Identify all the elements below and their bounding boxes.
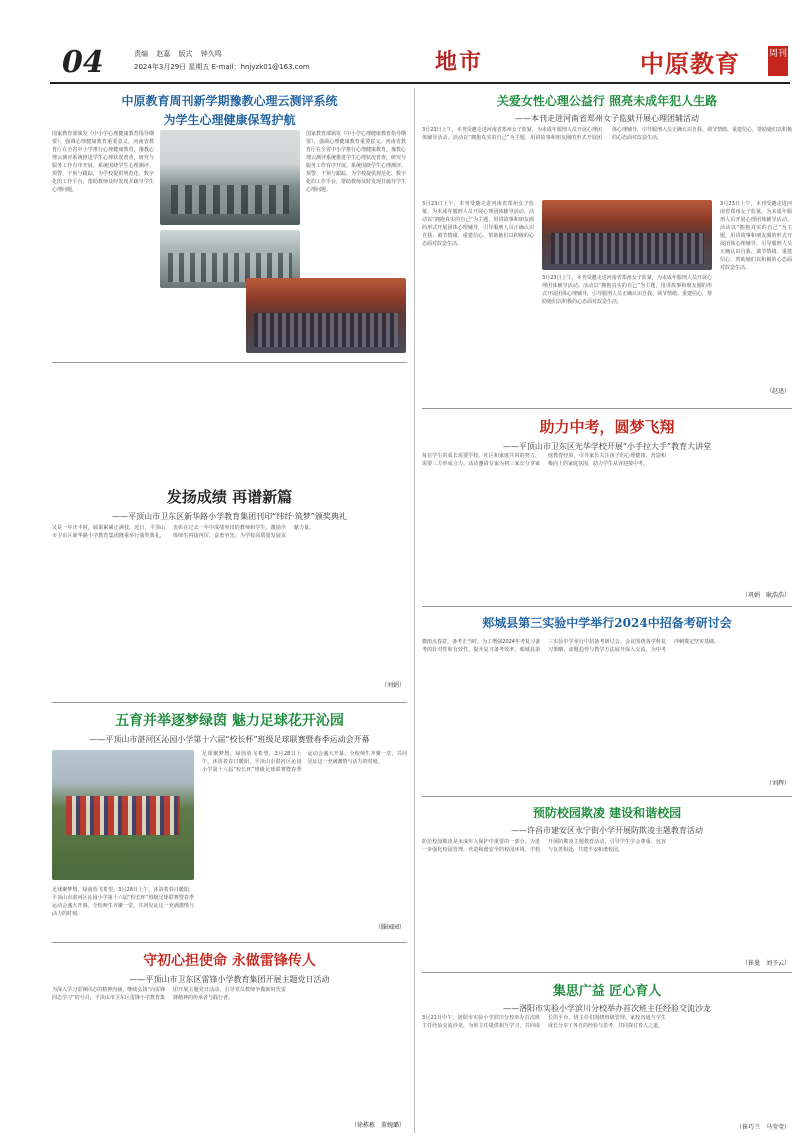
- article-body: 3月23日上午，本刊受邀走进河南省郑州女子监狱，为未成年服刑人员开展心理团体辅导活动。活动以“拥抱真实的自己”为主题，用讲故事和朋友圈的形式开展团体心理辅导，引导服刑人员正确认识自我、调节情绪、重建信心，帮助她们以积极的心态面对改造生活。: [542, 275, 713, 305]
- article-separator: [52, 702, 407, 703]
- article-body: 微雨点春意，备考正当时。为了增强2024年考复习备考的针对性和有效性，提升复习备考效率，郏城县第三实验中学举行中招备考研讨会。会议围绕各学科复习策略、命题趋势与教学方法展开深入交流，为中考冲刺奠定坚实基础。: [422, 639, 720, 653]
- article-byline: （刘辉）: [765, 780, 790, 787]
- page-number: 04: [62, 45, 104, 80]
- masthead-rule: [50, 82, 790, 84]
- paper-name: 中原教育: [640, 49, 740, 78]
- article-headline: 为学生心理健康保驾护航: [163, 113, 296, 127]
- article-headline: 关爱女性心理公益行 照亮未成年犯人生路: [496, 94, 718, 108]
- article-separator: [422, 408, 792, 409]
- masthead: [50, 40, 790, 82]
- article-headline: 守初心担使命 永做雷锋传人: [143, 953, 316, 969]
- article-award-ceremony: [52, 484, 407, 694]
- article-headline: 集思广益 匠心育人: [552, 984, 662, 999]
- article-separator: [52, 362, 407, 363]
- article-separator: [422, 972, 792, 973]
- article-body: 每位学生的成长需要学校、社区和家庭共同的努力，需要三方形成合力。活动邀请专家为初三家长分享家庭教育经验，引导家长关注孩子的心理健康，营造积极向上的家庭氛围，助力学生从容迎接中考。: [422, 453, 666, 467]
- article-body: 3月23日上午，本刊受邀走进河南省郑州女子监狱，为未成年服刑人员开展心理团体辅导活动。活动以“拥抱真实的自己”为主题，用讲故事和朋友圈的形式开展团体心理辅导，引导服刑人员正确认识自我、调节情绪、重建信心，帮助她们以积极的心态面对改造生活。: [422, 127, 792, 141]
- article-body: 3月21日中午，洛阳市实验小学滨川分校举办首次班主任经验交流沙龙，为班主任提供相互学习、共同成长的平台。班主任们围绕班级管理、家校沟通与学生成长分享了各自的经验与思考，共同探讨育人之道。: [422, 1015, 666, 1029]
- article-headline: 助力中考，圆梦飞翔: [539, 418, 675, 436]
- counseling-photo: [542, 200, 712, 270]
- article-headline: 中原教育周刊新学期豫教心理云测评系统: [121, 94, 338, 108]
- article-byline: （刘娟）: [380, 682, 405, 689]
- article-subheadline: ——平顶山市卫东区新华路小学教育集团刊印“纬纤·筑梦”颁奖典礼: [112, 512, 347, 521]
- article-body: 足球聚梦想，绿茵放飞希望。3月28日上午，沐浴着春日暖阳，平顶山市湛河区沁园小学第十六届“校长杯”班级足球联赛暨春季运动会盛大开幕。全校师生齐聚一堂，共同见证这一充满激情与活力的时刻。: [52, 887, 194, 917]
- article-body: 国家教育部颁发《中小学心理健康教育指导纲要》，强调心理健康教育重要意义。河南省教育厅在全省中小学推行心理健康教育，豫教心理云测评系统推进学生心理状况普查，研究与服务工作有序开展。系统围绕学生心理测评、预警、干预与跟踪，为学校提供规范化、数字化的工作平台，帮助教师及时发现并疏导学生心理问题。: [52, 131, 154, 193]
- article-body: 防范校园欺凌是未成年人保护中重要的一部分。为进一步强化校园管理，营造和谐安全的校园环境，学校开展防欺凌主题教育活动，引导学生学会尊重、包容与友善相处，共建平安和谐校园。: [422, 839, 666, 853]
- article-body: 国家教育部颁发《中小学心理健康教育指导纲要》，强调心理健康教育重要意义。河南省教育厅在全省中小学推行心理健康教育，豫教心理云测评系统推进学生心理状况普查，研究与服务工作有序开展。系统围绕学生心理测评、预警、干预与跟踪，为学校提供规范化、数字化的工作平台，帮助教师及时发现并疏导学生心理问题。: [306, 131, 407, 193]
- date-line: 2024年3月29日 星期五 E-mail：hnjyzk01@163.com: [134, 63, 310, 71]
- article-separator: [422, 796, 792, 797]
- article-headline: 郏城县第三实验中学举行2024中招备考研讨会: [482, 616, 732, 630]
- article-subheadline: ——平顶山市卫东区雷锋小学教育集团开展主题党日活动: [129, 975, 330, 984]
- article-headline: 预防校园欺凌 建设和谐校园: [532, 806, 682, 820]
- meta-label: 责编: [134, 50, 148, 58]
- meta-label: 版式: [178, 50, 193, 58]
- article-separator: [422, 606, 792, 607]
- article-headline: 发扬成绩 再谱新篇: [166, 488, 293, 506]
- article-prison-counseling: [422, 88, 792, 398]
- article-exam-lecture: [422, 412, 792, 602]
- classroom-photo: [160, 130, 300, 225]
- article-body: 为深入学习雷锋同志的精神内涵，继续弘扬“向雷锋同志学习”的号召，平顶山市卫东区雷锋小学教育集团开展主题党日活动，引导党员教师争做新时代雷锋精神的传承者与践行者。: [52, 987, 286, 1001]
- football-photo: [52, 750, 194, 880]
- article-subheadline: ——许昌市建安区永宁街小学开展防欺凌主题教育活动: [511, 826, 703, 835]
- article-byline: （徐栋栋 董婉璐）: [350, 1122, 405, 1129]
- column-divider: [414, 88, 415, 1133]
- article-body: 足球聚梦想，绿茵放飞希望。3月28日上午，沐浴着春日暖阳，平顶山市湛河区沁园小学第十六届“校长杯”班级足球联赛暨春季运动会盛大开幕。全校师生齐聚一堂，共同见证这一充满激情与活力的时刻。: [202, 751, 407, 773]
- article-exam-seminar: [422, 610, 792, 790]
- article-football-league: [52, 706, 407, 936]
- article-subheadline: ——平顶山市卫东区光华学校开展“小手拉大手”教育大讲堂: [502, 442, 712, 451]
- meta-value: 赵嘉: [156, 50, 171, 58]
- article-subheadline: ——本刊走进河南省郑州女子监狱开展心理团辅活动: [515, 114, 699, 123]
- article-subheadline: ——平顶山市湛河区沁园小学第十六届“校长杯”班级足球联赛暨春季运动会开幕: [89, 735, 370, 744]
- article-subheadline: ——洛阳市实验小学滨川分校举办首次班主任经验交流沙龙: [503, 1004, 711, 1013]
- meta-value: 钟久鸣: [200, 50, 222, 58]
- article-body: 3月23日上午，本刊受邀走进河南省郑州女子监狱，为未成年服刑人员开展心理团体辅导活动。活动以“拥抱真实的自己”为主题，用讲故事和朋友圈的形式开展团体心理辅导，引导服刑人员正确认识自我、调节情绪、重建信心，帮助她们以积极的心态面对改造生活。: [422, 201, 534, 247]
- article-body: 3月23日上午，本刊受邀走进河南省郑州女子监狱，为未成年服刑人员开展心理团体辅导活动。活动以“拥抱真实的自己”为主题，用讲故事和朋友圈的形式开展团体心理辅导，引导服刑人员正确认识自我、调节情绪、重建信心，帮助她们以积极的心态面对改造生活。: [720, 201, 792, 271]
- article-byline: （崔巧兰 马莹莹）: [735, 1124, 790, 1131]
- article-party-day: [52, 946, 407, 1134]
- event-photo: [246, 278, 406, 353]
- article-byline: （巩娟 耿浩浩）: [741, 592, 790, 599]
- article-byline: （赵迅）: [765, 388, 790, 395]
- section-name: 地市: [435, 49, 484, 75]
- article-byline: （滕园园）: [374, 924, 405, 931]
- weekly-badge: 周刊: [768, 46, 788, 76]
- article-body: 又是一年庆丰时，硕果累累正满枝。近日，平顶山市卫东区新华路小学教育集团隆重举行颁奖典礼，表彰在过去一年中成绩突出的教师和学生，激励全体师生再接再厉，奋勇争先，为学校高质量发展贡献力量。: [52, 525, 315, 539]
- masthead-meta: [134, 48, 310, 74]
- article-separator: [52, 942, 407, 943]
- article-anti-bullying: [422, 800, 792, 970]
- article-byline: （崔曼 刘予云）: [741, 960, 790, 967]
- article-teacher-salon: [422, 976, 792, 1134]
- article-headline: 五育并举逐梦绿茵 魅力足球花开沁园: [115, 713, 344, 729]
